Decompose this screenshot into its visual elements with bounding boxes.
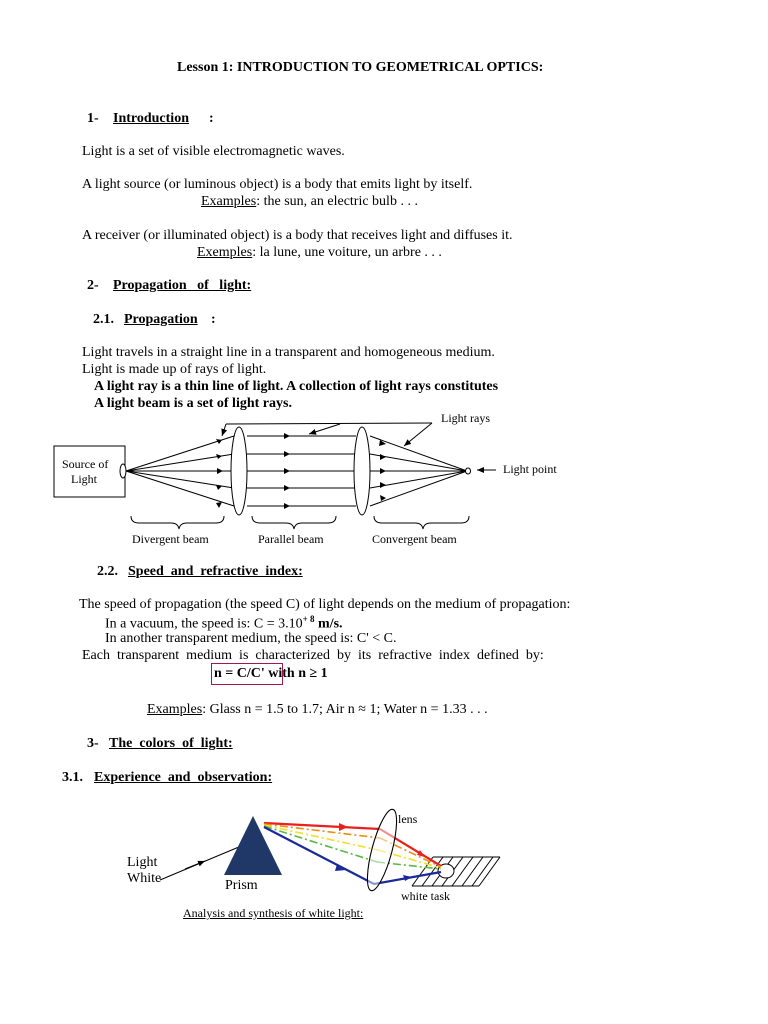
paragraph-light-source: A light source (or luminous object) is a body that emits light by itself.	[82, 177, 473, 192]
section-2-2-number: 2.2.	[97, 564, 118, 579]
source-label-line2: Light	[71, 472, 97, 486]
red-arrowhead	[339, 823, 348, 831]
page-title: Lesson 1: INTRODUCTION TO GEOMETRICAL OPTICS:	[177, 60, 544, 75]
examples-2-label: Exemples	[197, 245, 253, 260]
convergent-beam-label: Convergent beam	[372, 532, 457, 546]
light-rays-label: Light rays	[441, 411, 490, 425]
formula-condition: with n ≥ 1	[264, 666, 328, 681]
prism	[224, 816, 282, 875]
prism-label: Prism	[225, 878, 258, 893]
incident-light-arrow	[185, 861, 205, 869]
section-2-1-colon: :	[211, 312, 216, 327]
divergent-beam-label: Divergent beam	[132, 532, 209, 546]
section-1-heading: Introduction	[113, 111, 189, 126]
formula-boxed: n = C/C'	[214, 666, 265, 681]
paragraph-other-medium: In another transparent medium, the speed is: C' < C.	[105, 631, 397, 646]
vacuum-unit: m/s.	[314, 616, 343, 632]
section-1-colon: :	[209, 111, 214, 126]
vacuum-exponent: + 8	[302, 614, 315, 624]
paragraph-light-definition: Light is a set of visible electromagnetic waves.	[82, 144, 345, 159]
section-2-heading: Propagation of light:	[113, 278, 252, 293]
section-2-1-number: 2.1.	[93, 312, 114, 327]
paragraph-light-ray: A light ray is a thin line of light. A collection of light rays constitutes	[94, 379, 499, 394]
section-3-1-number: 3.1.	[62, 770, 83, 785]
section-1-number: 1-	[87, 111, 99, 126]
section-3-1-heading: Experience and observation:	[94, 770, 273, 785]
paragraph-receiver: A receiver (or illuminated object) is a body that receives light and diffuses it.	[82, 228, 513, 243]
paragraph-rays: Light is made up of rays of light.	[82, 362, 267, 377]
light-white-label-line2: White	[127, 871, 162, 886]
examples-1-text: : the sun, an electric bulb . . .	[256, 194, 418, 209]
paragraph-speed: The speed of propagation (the speed C) of light depends on the medium of propagation:	[79, 597, 571, 612]
paragraph-refractive-index: Each transparent medium is characterized by its refractive index defined by:	[82, 648, 544, 663]
section-2-2-heading: Speed and refractive index:	[128, 564, 303, 579]
lens-label: lens	[398, 812, 418, 826]
figure-caption: Analysis and synthesis of white light:	[183, 906, 364, 920]
white-task-label: white task	[401, 889, 450, 903]
source-label-line1: Source of	[62, 457, 109, 471]
light-white-label-line1: Light	[127, 855, 158, 870]
examples-1-label: Examples	[201, 194, 257, 209]
section-3-number: 3-	[87, 736, 99, 751]
section-2-number: 2-	[87, 278, 99, 293]
examples-3-text: : Glass n = 1.5 to 1.7; Air n ≈ 1; Water n = 1.33 . . .	[202, 702, 488, 717]
vacuum-speed-text: In a vacuum, the speed is: C = 3.10	[105, 616, 303, 632]
paragraph-light-beam: A light beam is a set of light rays.	[94, 396, 292, 411]
examples-2-text: : la lune, une voiture, un arbre . . .	[252, 245, 442, 260]
section-3-heading: The colors of light:	[109, 736, 233, 751]
section-2-1-heading: Propagation	[124, 312, 198, 327]
light-point-label: Light point	[503, 462, 557, 476]
parallel-beam-label: Parallel beam	[258, 532, 324, 546]
paragraph-straight-line: Light travels in a straight line in a transparent and homogeneous medium.	[82, 345, 495, 360]
white-task-screen	[412, 857, 500, 886]
examples-3-label: Examples	[147, 702, 203, 717]
